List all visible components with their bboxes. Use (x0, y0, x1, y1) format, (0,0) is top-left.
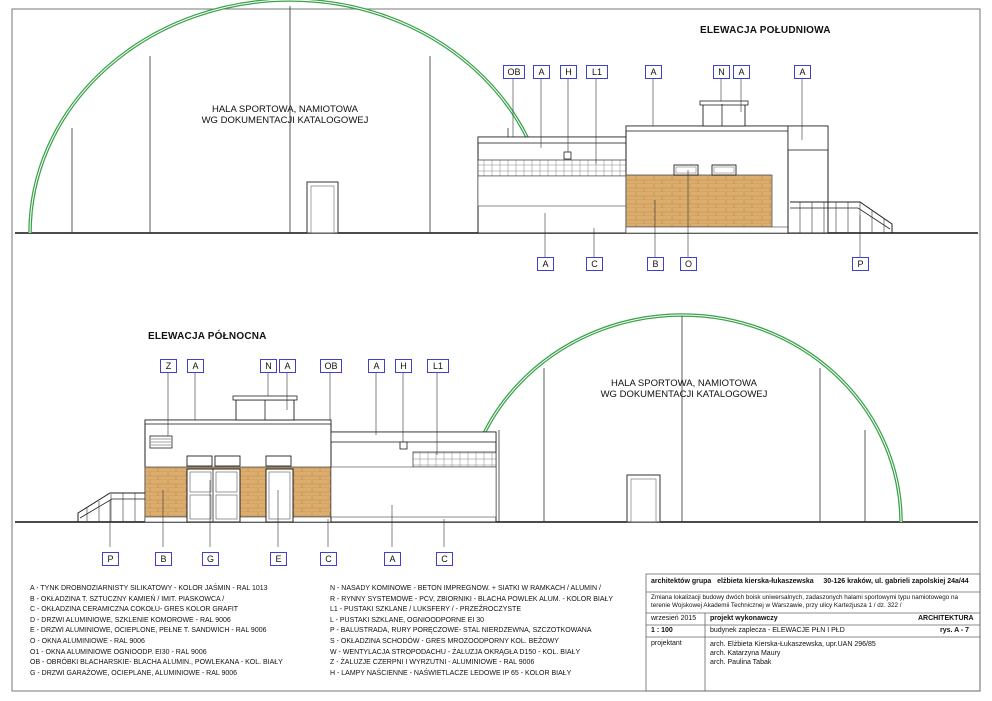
north-tag-a-bottom: A (384, 552, 401, 566)
south-hall-door (307, 182, 338, 233)
north-tag-b: B (155, 552, 172, 566)
south-chimney (703, 104, 745, 126)
south-glass-band (478, 160, 628, 176)
south-tag-a3: A (733, 65, 750, 79)
project-description: Zmiana lokalizacji budowy dwóch boisk uniwersalnych, zadaszonych halami sportowymi typu namiotowego na terenie Wojskowej Akademii Technicznej w Warszawie, przy ulicy Kartezjusza 1 / dz. 322 / (651, 594, 958, 609)
legend-item: L1 - PUSTAKI SZKLANE / LUKSFERY / - PRZEŹROCZYSTE (330, 606, 521, 614)
designer-label: projektant (651, 640, 682, 647)
south-elevation-title: ELEWACJA POŁUDNIOWA (700, 25, 831, 36)
south-tag-p: P (852, 257, 869, 271)
north-tag-a1: A (187, 359, 204, 373)
south-window-1 (674, 165, 698, 175)
north-hall-label (569, 378, 799, 400)
firm-label: architektów grupa (651, 578, 712, 585)
legend-item: C - OKŁADZINA CERAMICZNA COKOŁU- GRES KOLOR GRAFIT (30, 606, 239, 614)
legend-item: D - DRZWI ALUMINIOWE, SZKLENIE KOMOROWE - RAL 9006 (30, 616, 231, 624)
south-tag-a1: A (533, 65, 550, 79)
north-tag-z: Z (160, 359, 177, 373)
north-tag-e: E (270, 552, 287, 566)
south-lamp (564, 152, 571, 159)
north-tag-a3: A (368, 359, 385, 373)
legend-item: S - OKŁADZINA SCHODÓW - GRES MROZOODPORNY KOL. BEŻOWY (330, 637, 559, 645)
north-tag-c2: C (436, 552, 453, 566)
designer-3: arch. Paulina Tabak (710, 659, 772, 666)
south-elevation (15, 0, 978, 258)
legend-item: R - RYNNY SYSTEMOWE - PCV, ZBIORNIKI - BLACHA POWLEK ALUM. - KOLOR BIAŁY (330, 595, 614, 603)
south-tag-l1: L1 (586, 65, 608, 79)
north-hall-label-line1: HALA SPORTOWA, NAMIOTOWA (610, 378, 758, 389)
legend-item: W - WENTYLACJA STROPODACHU - ŻALUZJA OKRĄGŁA D150 - KOL. BIAŁY (330, 648, 581, 656)
north-tag-ob: OB (320, 359, 342, 373)
discipline: ARCHITEKTURA (918, 615, 974, 622)
north-tag-h: H (395, 359, 412, 373)
south-tag-a4: A (794, 65, 811, 79)
firm-name: elżbieta kierska-łukaszewska (717, 578, 814, 585)
south-stone-cladding (626, 175, 772, 227)
north-tag-p: P (102, 552, 119, 566)
drawing-title: budynek zaplecza - ELEWACJE PŁN I PŁD (710, 627, 845, 634)
legend-item: P - BALUSTRADA, RURY PORĘCZOWE- STAL NIERDZEWNA, SZCZOTKOWANA (330, 627, 592, 635)
north-hall-ribs (499, 316, 865, 522)
legend-item: E - DRZWI ALUMINIOWE, OCIEPLONE, PEŁNE T. SANDWICH - RAL 9006 (30, 627, 267, 635)
legend-item: H - LAMPY NAŚCIENNE - NAŚWIETLACZE LEDOWE IP 65 - KOLOR BIAŁY (330, 669, 572, 677)
south-tag-h: H (560, 65, 577, 79)
stage: projekt wykonawczy (710, 615, 778, 622)
designer-2: arch. Katarzyna Maury (710, 650, 781, 657)
north-tag-c1: C (320, 552, 337, 566)
south-tag-a-bottom: A (537, 257, 554, 271)
north-lamp (400, 442, 407, 449)
north-hall-door (627, 475, 660, 522)
south-tag-b: B (647, 257, 664, 271)
legend-item: N - NASADY KOMINOWE - BETON IMPREGNOW. + SIATKI W RAMKACH / ALUMIN / (330, 585, 601, 592)
designers-list (710, 640, 876, 667)
north-elevation-title: ELEWACJA PÓŁNOCNA (148, 331, 267, 342)
north-garage-door (187, 469, 240, 522)
south-tag-n: N (713, 65, 730, 79)
north-tag-n: N (260, 359, 277, 373)
legend-left (30, 584, 283, 679)
legend-item: O1 - OKNA ALUMINIOWE OGNIOODP. EI30 - RAL 9006 (30, 648, 207, 656)
legend-item: OB - OBRÓBKI BLACHARSKIE- BLACHA ALUMIN., POWLEKANA - KOL. BIAŁY (30, 659, 283, 667)
south-window-2 (712, 165, 736, 175)
south-tag-c: C (586, 257, 603, 271)
legend-item: L - PUSTAKI SZKLANE, OGNIOODPORNE EI 30 (330, 616, 485, 624)
north-glass-band (413, 452, 496, 467)
legend-right (330, 584, 613, 679)
south-tag-o: O (680, 257, 697, 271)
legend-item: Z - ŻALUZJE CZERPNI I WYRZUTNI - ALUMINIOWE - RAL 9006 (330, 659, 535, 667)
south-hall-label-line1: HALA SPORTOWA, NAMIOTOWA (211, 104, 359, 115)
date: wrzesień 2015 (651, 615, 697, 622)
north-tag-l1: L1 (427, 359, 449, 373)
north-entry-door (266, 469, 293, 522)
north-elevation (15, 315, 978, 547)
north-tag-a2: A (279, 359, 296, 373)
north-hall-label-line2: WG DOKUMENTACJI KATALOGOWEJ (600, 389, 768, 400)
sheet-number: rys. A - 7 (940, 627, 970, 634)
south-tag-a2: A (645, 65, 662, 79)
south-tag-ob: OB (503, 65, 525, 79)
legend-item: O - OKNA ALUMINIOWE - RAL 9006 (30, 637, 145, 645)
scale: 1 : 100 (651, 627, 673, 634)
legend-item: A - TYNK DROBNOZIARNISTY SILIKATOWY - KOLOR JAŚMIN - RAL 1013 (30, 585, 268, 592)
firm-address: 30-126 kraków, ul. gabrieli zapolskiej 24a/44 (823, 578, 969, 585)
legend-item: B - OKŁADZINA T. SZTUCZNY KAMIEŃ / IMIT. PIASKOWCA / (30, 595, 225, 603)
title-block-firm-row (651, 578, 969, 585)
south-hall-label (170, 104, 400, 126)
south-hall-label-line2: WG DOKUMENTACJI KATALOGOWEJ (201, 115, 369, 126)
designer-1: arch. Elżbieta Kierska-Łukaszewska, upr.UAN 296/85 (710, 641, 876, 648)
north-tag-g: G (202, 552, 219, 566)
legend-item: G - DRZWI GARAŻOWE, OCIEPLANE, ALUMINIOWE - RAL 9006 (30, 669, 238, 677)
